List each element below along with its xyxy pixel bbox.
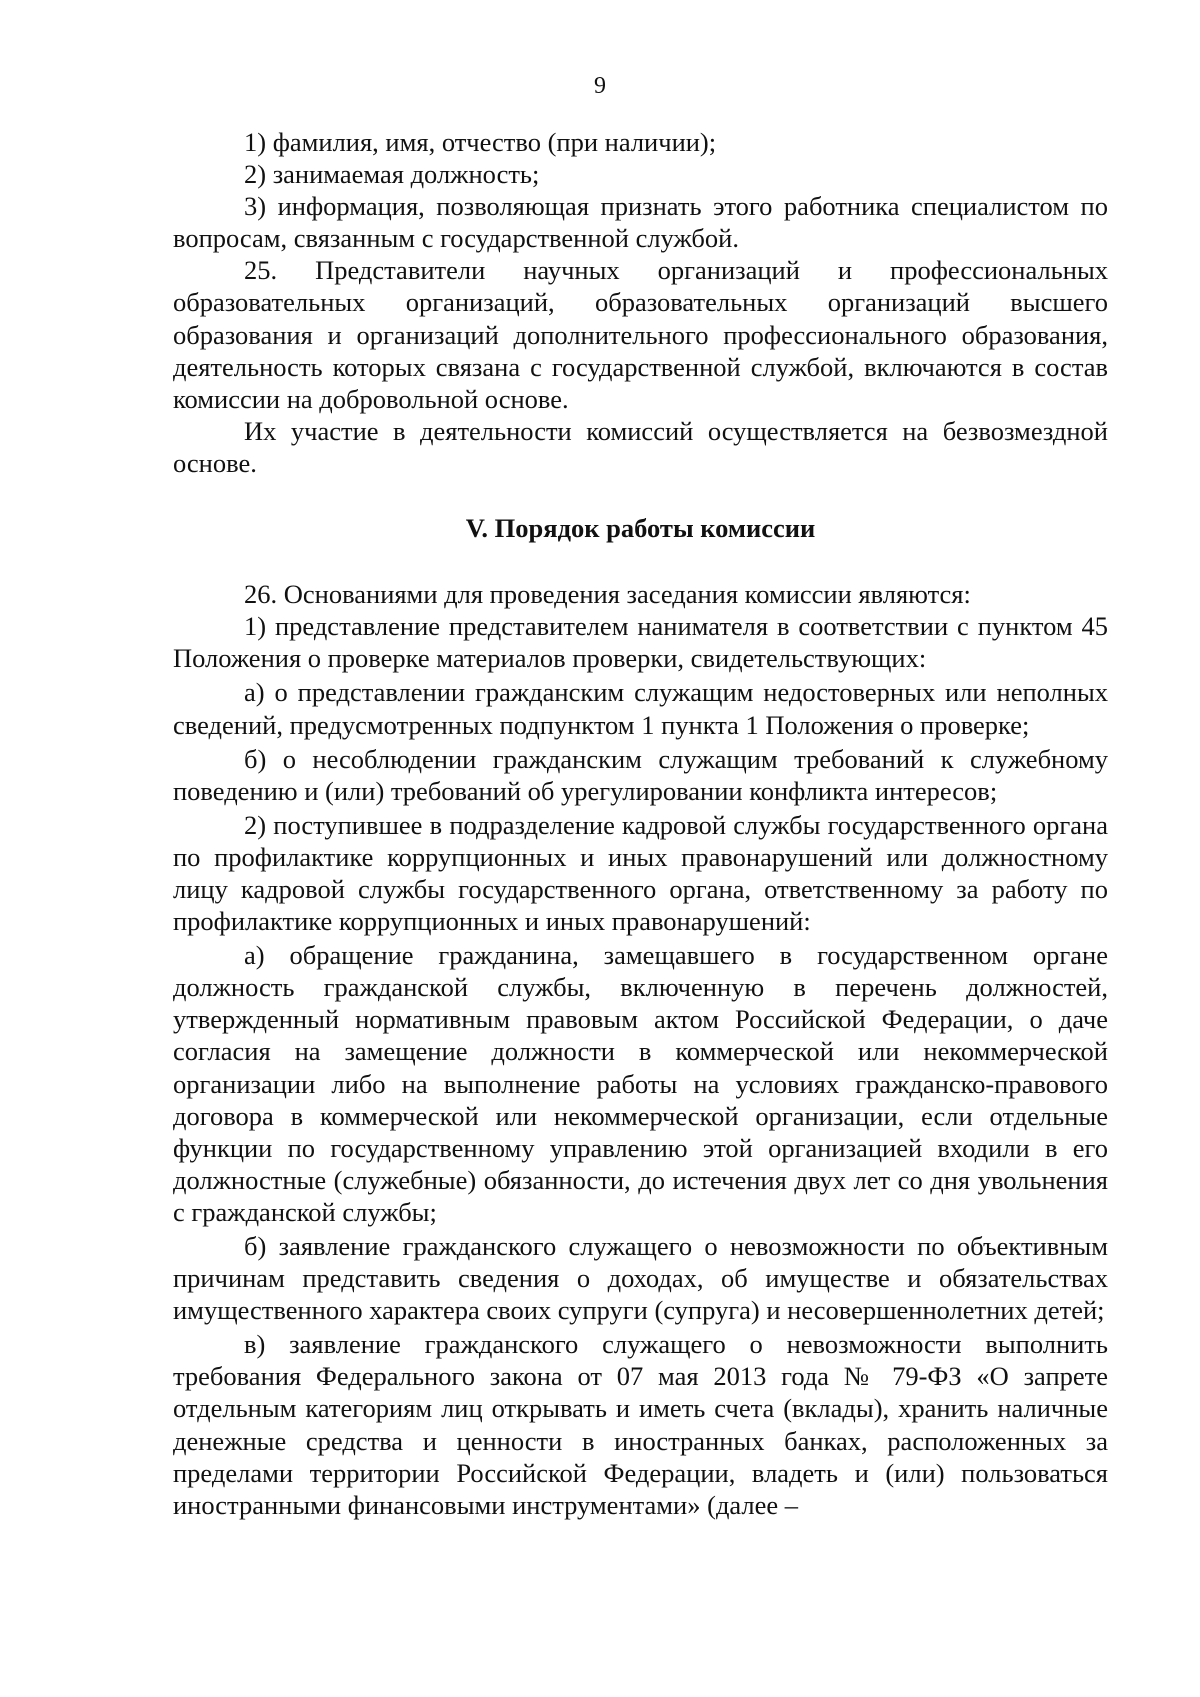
list-item-specialist-info: 3) информация, позволяющая признать этого работника специалистом по вопросам, связанным с государственной службой. — [173, 191, 1108, 254]
paragraph-participation: Их участие в деятельности комиссий осуществляется на безвозмездной основе. — [173, 415, 1108, 478]
list-item-full-name: 1) фамилия, имя, отчество (при наличии); — [244, 127, 717, 157]
paragraph-25: 25. Представители научных организаций и профессиональных образовательных организаций, образовательных организаций высшего образования и организаций дополнительного профессионального образования, деятельность которых связана с государственной службой, включаются в состав комиссии на добровольной основе. — [173, 255, 1108, 414]
paragraph-26: 26. Основаниями для проведения заседания комиссии являются: — [244, 579, 971, 610]
clause-2a-citizen-appeal: а) обращение гражданина, замещавшего в государственном органе должность гражданской службы, включенную в перечень должностей, утвержденный нормативным правовым актом Российской Федерации, о даче согласия на замещение должности в коммерческой или некоммерческой организации либо на выполнение работы на условиях гражданско-правового договора в коммерческой или некоммерческой организации, если отдельные функции по государственному управлению этой организацией входили в его должностные (служебные) обязанности, до истечения двух лет со дня увольнения с гражданской службы; — [173, 940, 1108, 1227]
clause-2-received-documents: 2) поступившее в подразделение кадровой службы государственного органа по профилактике коррупционных и иных правонарушений или должностному лицу кадровой службы государственного органа, ответственному за работу по профилактике коррупционных и иных правонарушений: — [173, 809, 1108, 937]
clause-1b-conduct-requirements: б) о несоблюдении гражданским служащим требований к служебному поведению и (или) требований об урегулировании конфликта интересов; — [173, 743, 1108, 806]
section-heading: V. Порядок работы комиссии — [465, 513, 816, 544]
page-number: 9 — [594, 73, 606, 99]
clause-2v-statement-federal-law: в) заявление гражданского служащего о невозможности выполнить требования Федерального закона от 07 мая 2013 года № 79-ФЗ «О запрете отдельным категориям лиц открывать и иметь счета (вклады), хранить наличные денежные средства и ценности в иностранных банках, расположенных за пределами территории Российской Федерации, владеть и (или) пользоваться иностранными финансовыми инструментами» (далее – — [173, 1329, 1108, 1520]
clause-1a-inaccurate-info: а) о представлении гражданским служащим недостоверных или неполных сведений, предусмотренных подпунктом 1 пункта 1 Положения о проверке; — [173, 677, 1108, 740]
document-body — [173, 126, 1108, 1521]
clause-1-representation: 1) представление представителем нанимателя в соответствии с пунктом 45 Положения о проверке материалов проверки, свидетельствующих: — [173, 611, 1108, 674]
list-item-position: 2) занимаемая должность; — [244, 159, 540, 190]
clause-2b-statement-income: б) заявление гражданского служащего о невозможности по объективным причинам представить сведения о доходах, об имуществе и обязательствах имущественного характера своих супруги (супруга) и несовершеннолетних детей; — [173, 1231, 1108, 1326]
